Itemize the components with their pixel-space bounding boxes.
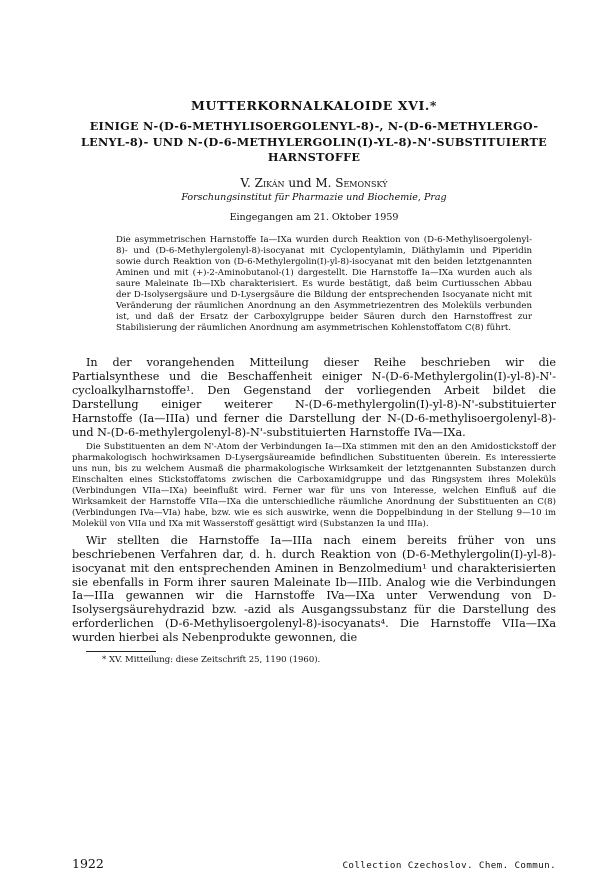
author-semonsky: M. Semonský	[315, 175, 388, 190]
received-date: Eingegangen am 21. Oktober 1959	[229, 211, 399, 223]
body-paragraph-2: Wir stellten die Harnstoffe Ia—IIIa nach einem bereits früher von uns beschriebenen Verfahren dar, d. h. durch Reaktion von (D-6-Methylergolin(I)-yl-8)-isocyanat mit den entsprechenden Aminen in Benzolmedium¹ und charakterisierten sie ebenfalls in Form ihrer sauren Maleinate Ib—IIIb. Analog wie die Verbindungen Ia—IIIa gewannen wir die Harnstoffe IVa—IXa unter Verwendung von D-Isolysergsäurehydrazid bzw. -azid als Ausgangssubstanz für die Darstellung des erforderlichen (D-6-Methylisoergolenyl-8)-isocyanats⁴. Die Harnstoffe VIIa—IXa wurden hierbei als Nebenprodukte gewonnen, die	[72, 533, 556, 645]
footnote-divider	[86, 651, 156, 652]
author-conjunction: und	[284, 175, 316, 190]
page-footer	[72, 856, 556, 871]
footnote: * XV. Mitteilung: diese Zeitschrift 25, 1190 (1960).	[102, 655, 321, 666]
author-line	[72, 176, 556, 190]
article-title: EINIGE N-(D-6-METHYLISOERGOLENYL-8)-, N-(D-6-METHYLERGO-LENYL-8)- UND N-(D-6-METHYLERGOLIN(I)-YL-8)-N'-SUBSTITUIERTE HARNSTOFFE	[80, 119, 548, 164]
abstract: Die asymmetrischen Harnstoffe Ia—IXa wurden durch Reaktion von (D-6-Methylisoergolenyl-8)- und (D-6-Methylergolenyl-8)-isocyanat mit Cyclopentylamin, Diäthylamin und Piperidin sowie durch Reaktion von (D-6-Methylergolin(I)-yl-8)-isocyanat mit den beiden letztgenannten Aminen und mit (+)-2-Aminobutanol-(1) dargestellt. Die Harnstoffe Ia—IXa wurden auch als saure Maleinate Ib—IXb charakterisiert. Es wurde bestätigt, daß beim Curtiusschen Abbau der D-Isolysergsäure und D-Lysergsäure die Bildung der entsprechenden Isocyanate nicht mit Veränderung der räumlichen Anordnung an den Asymmetriezentren des Moleküls verbunden ist, und daß der Ersatz der Carboxylgruppe beider Säuren durch den Harnstoffrest zur Stabilisierung der räumlichen Anordnung am asymmetrischen Kohlenstoffatom C(8) führt.	[116, 234, 532, 334]
journal-name: Collection Czechoslov. Chem. Commun.	[342, 860, 556, 871]
small-print-paragraph: Die Substituenten an dem N'-Atom der Verbindungen Ia—IXa stimmen mit den an den Amidostickstoff der pharmakologisch hochwirksamen D-Lysergsäureamide befindlichen Substituenten überein. Es interessierte uns nun, bis zu welchem Ausmaß die pharmakologische Wirksamkeit der letztgenannten Substanzen durch Einschalten eines Stickstoffatoms zwischen die Carboxamidgruppe und das Ringsystem ihres Moleküls (Verbindungen VIIa—IXa) beeinflußt wird. Ferner war für uns von Interesse, welchen Einfluß auf die Wirksamkeit der Harnstoffe VIIa—IXa die unterschiedliche räumliche Anordnung der Substituenten an C(8) (Verbindungen IVa—VIa) habe, bzw. wie es sich auswirke, wenn die Doppelbindung in der Stellung 9—10 im Molekül von VIIa und IXa mit Wasserstoff gesättigt wird (Substanzen Ia und IIIa).	[72, 441, 556, 529]
page-number: 1922	[72, 856, 104, 871]
body-paragraph-1: In der vorangehenden Mitteilung dieser Reihe beschrieben wir die Partialsynthese und die Beschaffenheit einiger N-(D-6-Methylergolin(I)-yl-8)-N'-cycloalkylharnstoffe¹. Den Gegenstand der vorliegenden Arbeit bildet die Darstellung einiger weiterer N-(D-6-methylergolin(I)-yl-8)-N'-substituierter Harnstoffe (Ia—IIIa) und ferner die Darstellung der N-(D-6-methylisoergolenyl-8)- und N-(D-6-methylergolenyl-8)-N'-substituierten Harnstoffe IVa—IXa.	[72, 356, 556, 439]
author-zikan: V. Zikán	[240, 175, 285, 190]
series-title: MUTTERKORNALKALOIDE XVI.*	[191, 98, 437, 113]
affiliation: Forschungsinstitut für Pharmazie und Biochemie, Prag	[181, 191, 447, 203]
